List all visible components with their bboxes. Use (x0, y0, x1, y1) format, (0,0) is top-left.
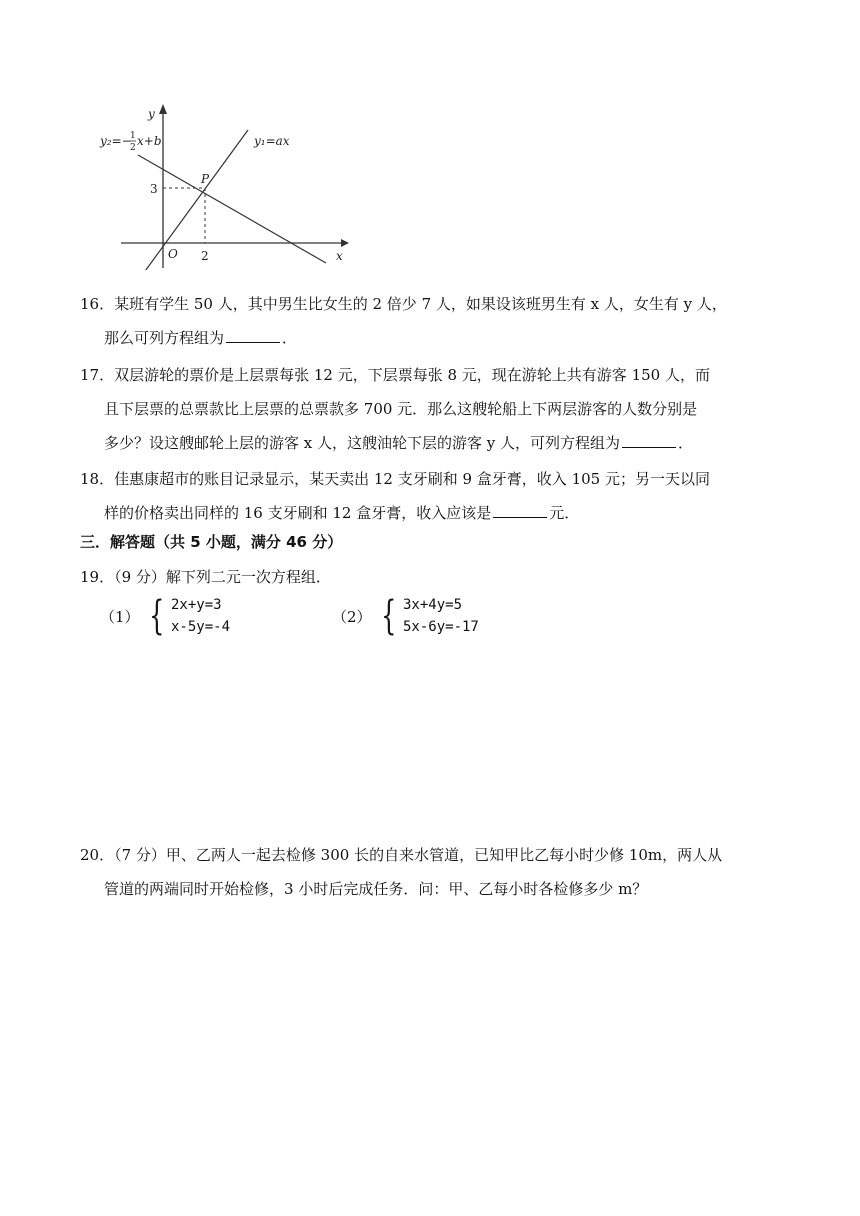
q18-line2: 样的价格卖出同样的 16 支牙刷和 12 盒牙膏，收入应该是 (104, 504, 492, 522)
system-2-label: （2） (332, 607, 372, 626)
q18-number: 18． (80, 470, 115, 488)
function-graph (96, 100, 356, 270)
system-1 (100, 594, 230, 638)
x-axis-label: x (336, 249, 343, 263)
question-19-title: 19．（9 分）解下列二元一次方程组． (80, 568, 331, 586)
q17-answer-blank (622, 433, 676, 448)
system-1-eq2: x-5y=-4 (171, 619, 231, 635)
q17-line2: 且下层票的总票款比上层票的总票款多 700 元．那么这艘轮船上下两层游客的人数分别是 (104, 400, 698, 418)
q18-line2-end: 元． (549, 504, 580, 522)
q16-number: 16． (80, 295, 115, 313)
system-2-eq2: 5x-6y=-17 (403, 619, 479, 635)
q16-line2: 那么可列方程组为 (104, 329, 225, 347)
q16-answer-blank (226, 328, 280, 343)
q17-line1: 双层游轮的票价是上层票每张 12 元，下层票每张 8 元，现在游轮上共有游客 150 人，而 (114, 366, 710, 384)
section-heading: 三．解答题（共 5 小题，满分 46 分） (80, 533, 343, 551)
question-17 (80, 358, 780, 460)
q18-line1: 佳惠康超市的账目记录显示，某天卖出 12 支牙刷和 9 盒牙膏，收入 105 元；另一天以同 (114, 470, 710, 488)
q20-line2: 管道的两端同时开始检修，3 小时后完成任务．问：甲、乙每小时各检修多少 m？ (104, 880, 648, 898)
line2-label-suffix: x+b (137, 134, 162, 148)
line-y2 (138, 155, 326, 263)
q16-line1: 某班有学生 50 人，其中男生比女生的 2 倍少 7 人，如果设该班男生有 x 人，女生有 y 人， (114, 295, 727, 313)
y-axis-arrow (159, 104, 167, 114)
brace-icon: { (380, 593, 396, 639)
system-1-label: （1） (100, 607, 140, 626)
q18-answer-blank (493, 503, 547, 518)
y-tick-label: 3 (150, 182, 158, 196)
question-20 (80, 838, 780, 906)
origin-label: O (168, 247, 178, 261)
x-axis-arrow (341, 239, 349, 247)
x-tick-label: 2 (201, 249, 209, 263)
system-2-eq1: 3x+4y=5 (403, 597, 463, 613)
system-2 (332, 594, 479, 638)
line2-frac-num: 1 (130, 131, 136, 141)
q17-number: 17． (80, 366, 115, 384)
q17-line3: 多少？设这艘邮轮上层的游客 x 人，这艘油轮下层的游客 y 人，可列方程组为 (104, 434, 621, 452)
question-18 (80, 462, 780, 530)
line2-label-prefix: y₂=− (100, 134, 132, 148)
line1-label: y₁=ax (254, 134, 290, 148)
point-label: P (201, 172, 210, 186)
line2-frac-den: 2 (130, 143, 136, 153)
y-axis-label: y (148, 107, 155, 121)
q20-line1: 20．（7 分）甲、乙两人一起去检修 300 长的自来水管道，已知甲比乙每小时少修 10m，两人从 (80, 846, 723, 864)
brace-icon: { (148, 593, 164, 639)
q17-line3-end: ． (678, 434, 694, 452)
question-16 (80, 287, 780, 355)
system-1-eq1: 2x+y=3 (171, 597, 222, 613)
line-y1 (140, 130, 248, 270)
q16-line2-end: ． (282, 329, 298, 347)
